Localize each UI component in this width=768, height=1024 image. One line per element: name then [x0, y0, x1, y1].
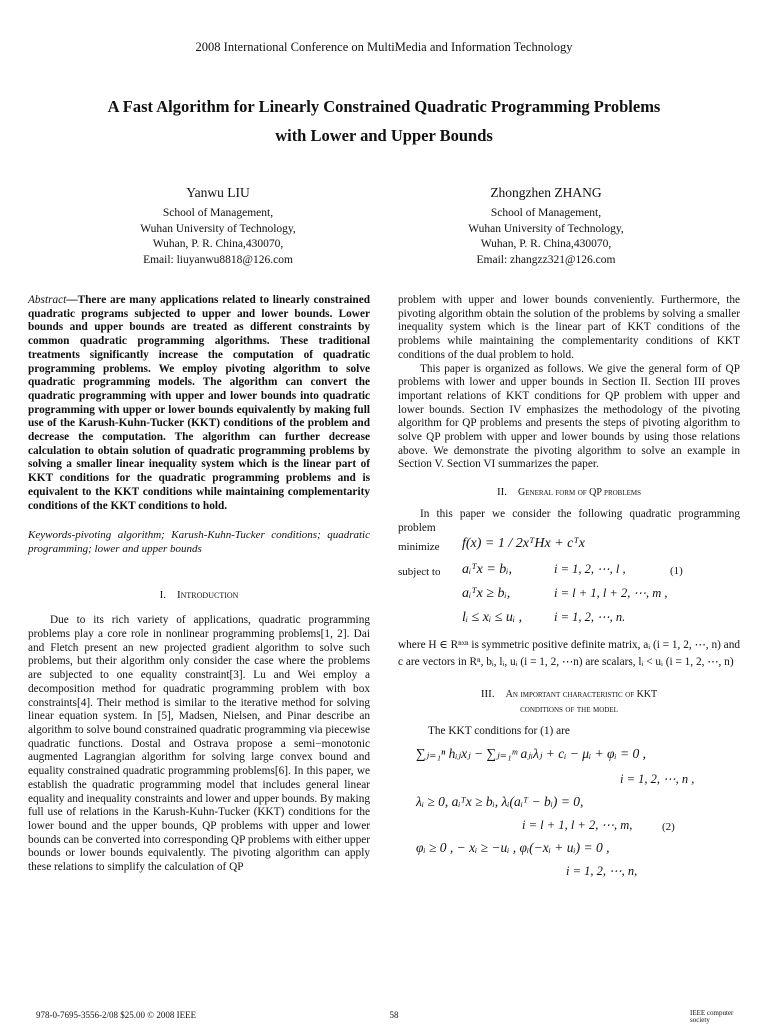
author-affiliation — [68, 206, 368, 268]
affil-line: Wuhan University of Technology, — [468, 222, 624, 235]
abstract-text: —There are many applications related to linearly constrained quadratic programs subjected to upper and lower bounds. Lower bounds and upper bounds are treated as different constraints by common quadratic programming algorithms. These traditional treatments significantly increase the computation of quadratic programming problems. We employ pivoting algorithm to solve quadratic programming models. The algorithm can convert the quadratic programming with upper and lower bounds into quadratic programming with upper or lower bounds equivalently by making full use of the Karush-Kuhn-Tucker (KKT) conditions of the problem and decrease the computation. The algorithm can further decrease calculation to obtain solution of quadratic programming problems by solving a smaller linear inequality system which is the linear part of KKT conditions for the quadratic programming problems and is equivalent to the KKT conditions while maintaining complementarity conditions of the KKT conditions to hold. — [28, 294, 370, 512]
left-column — [28, 294, 370, 875]
kkt-equation: φᵢ ≥ 0 , − xᵢ ≥ −uᵢ , φᵢ(−xᵢ + uᵢ) = 0 , — [416, 839, 610, 855]
section-title: Introduction — [176, 588, 239, 601]
title-line-1: A Fast Algorithm for Linearly Constrained Quadratic Programming Problems — [107, 97, 661, 116]
keywords: Keywords-pivoting algorithm; Karush-Kuhn-Tucker conditions; quadratic programming; lower and upper bounds — [28, 529, 370, 555]
subject-to-label: subject to — [398, 566, 441, 579]
paragraph: This paper is organized as follows. We give the general form of QP problems with lower and upper bounds in Section II. Section III proves important relations of KKT conditions for QP problem with upper and lower bounds. Section IV emphasizes the methodology of the pivoting algorithm for QP problems and presents the steps of pivoting algorithm to solve QP problem with upper and lower bounds by using those relations above. We demonstrate the pivoting algorithm to solve an example in Section V. Section VI summarizes the paper. — [398, 362, 740, 471]
constraint-index: i = l + 1, l + 2, ⋯, m , — [554, 586, 668, 601]
affil-line: Wuhan, P. R. China,430070, — [480, 238, 612, 250]
page-number: 58 — [389, 1010, 399, 1020]
kkt-index: i = l + 1, l + 2, ⋯, m, — [522, 817, 633, 832]
affil-line: School of Management, — [490, 207, 602, 219]
kkt-equation: λᵢ ≥ 0, aᵢᵀx ≥ bᵢ, λᵢ(aᵢᵀ − bᵢ) = 0, — [416, 793, 584, 809]
section-number: III. — [480, 688, 495, 701]
kkt-row — [398, 819, 740, 841]
section-title-cont: conditions of the model — [520, 704, 618, 716]
section-heading-2 — [398, 486, 740, 500]
constraint-equation: aᵢᵀx ≥ bᵢ, — [462, 586, 511, 602]
constraint-index: i = 1, 2, ⋯, n. — [554, 610, 626, 625]
author-email: Email: zhangzz321@126.com — [476, 253, 616, 266]
kkt-index: i = 1, 2, ⋯, n, — [566, 863, 638, 878]
kkt-row — [398, 773, 740, 795]
paragraph: The KKT conditions for (1) are — [428, 725, 570, 738]
paragraph: problem with upper and lower bounds conveniently. Furthermore, the pivoting algorithm obtain the solution of the problems by solving a smaller inequality system which is the linear part of KKT conditions of the problems while maintaining the complementarity conditions of KKT conditions of the dual problem to hold. — [398, 294, 740, 361]
constraint-row — [398, 611, 740, 635]
abstract-label: Abstract — [28, 294, 67, 306]
footer-copyright: 978-0-7695-3556-2/08 $25.00 © 2008 IEEE — [36, 1010, 197, 1020]
section-number: I. — [159, 588, 166, 601]
where-paragraph: where H ∈ Rⁿˣⁿ is symmetric positive definite matrix, aᵢ (i = 1, 2, ⋯, n) and c are vectors in Rⁿ, bᵢ, lᵢ, uᵢ (i = 1, 2, ⋯n) are scalars, lᵢ < uᵢ (i = 1, 2, ⋯, n) — [398, 639, 740, 669]
constraint-equation: aᵢᵀx = bᵢ, — [462, 562, 512, 578]
affil-line: School of Management, — [162, 207, 274, 219]
title-line-2: with Lower and Upper Bounds — [275, 126, 493, 145]
affil-line: Wuhan University of Technology, — [140, 222, 296, 235]
author-block-2 — [396, 185, 696, 268]
abstract — [28, 294, 370, 513]
constraint-row — [398, 563, 740, 587]
kkt-index: i = 1, 2, ⋯, n , — [620, 771, 695, 786]
equation-number: (1) — [670, 565, 683, 578]
author-name: Yanwu LIU — [186, 185, 250, 200]
section-title: General form of QP problems — [518, 487, 642, 499]
right-column — [398, 294, 740, 887]
author-email: Email: liuyanwu8818@126.com — [143, 253, 293, 266]
intro-paragraph: Due to its rich variety of applications, quadratic programming problems play a core role in nonlinear programming problems[1, 2]. Dai and Fletch present an new projected gradient algorithm to solve such problems, but their algorithm only consider the case where the problems are subjected to one equality constraint[3]. Lu and Wei employ a decomposition method for quadratic programming problem with box constraints[4]. Their method is similar to the iterative method for solving linear equation system. In [5], Madsen, Nielsen, and Pinar describe an algorithm to solve bound constrained quadratic programming via piecewise quadratic functions. Dostal and Ostrava propose a semi−monotonic augmented Lagrangian algorithm for solving large convex bound and equality constrained quadratic programming problems[6]. In this paper, we establish the quadratic programming model that includes general linear equality and inequality constraints and lower and upper bounds. By making full use of relations in the Karush-Kuhn-Tucker (KKT) conditions for the lower bound and the upper bounds, QP problems with upper and lower bounds can be converted into corresponding QP problems with either upper bounds or lower bounds equivalently. The pivoting algorithm can apply these relations to simplify the calculation of QP — [28, 614, 370, 874]
equation-number: (2) — [662, 820, 675, 833]
objective-equation: f(x) = 1 / 2xᵀHx + cᵀx — [462, 536, 585, 552]
affil-line: Wuhan, P. R. China,430070, — [152, 238, 284, 250]
minimize-label: minimize — [398, 541, 440, 554]
kkt-row — [398, 747, 740, 773]
section-title: An important characteristic of KKT — [505, 689, 658, 701]
conference-header: 2008 International Conference on MultiMedia and Information Technology — [195, 40, 573, 54]
section-number: II. — [496, 486, 508, 499]
author-affiliation — [396, 206, 696, 268]
kkt-row — [398, 841, 740, 865]
kkt-row — [398, 865, 740, 887]
paper-title — [40, 92, 728, 150]
section-heading-1 — [28, 589, 370, 603]
constraint-equation: lᵢ ≤ xᵢ ≤ uᵢ , — [462, 610, 523, 626]
author-name: Zhongzhen ZHANG — [490, 185, 602, 200]
objective-row — [398, 537, 740, 563]
kkt-equation: ∑ⱼ₌₁ⁿ hᵢⱼxⱼ − ∑ⱼ₌₁ᵐ aⱼᵢλⱼ + cᵢ − μᵢ + φᵢ = 0 , — [416, 745, 646, 761]
author-block-1 — [68, 185, 368, 268]
section-heading-3 — [398, 687, 740, 717]
constraint-index: i = 1, 2, ⋯, l , — [554, 562, 626, 577]
paragraph: In this paper we consider the following quadratic programming problem — [398, 507, 740, 534]
kkt-row — [398, 795, 740, 819]
ieee-logo: IEEE computer society — [690, 1009, 734, 1024]
constraint-row — [398, 587, 740, 611]
